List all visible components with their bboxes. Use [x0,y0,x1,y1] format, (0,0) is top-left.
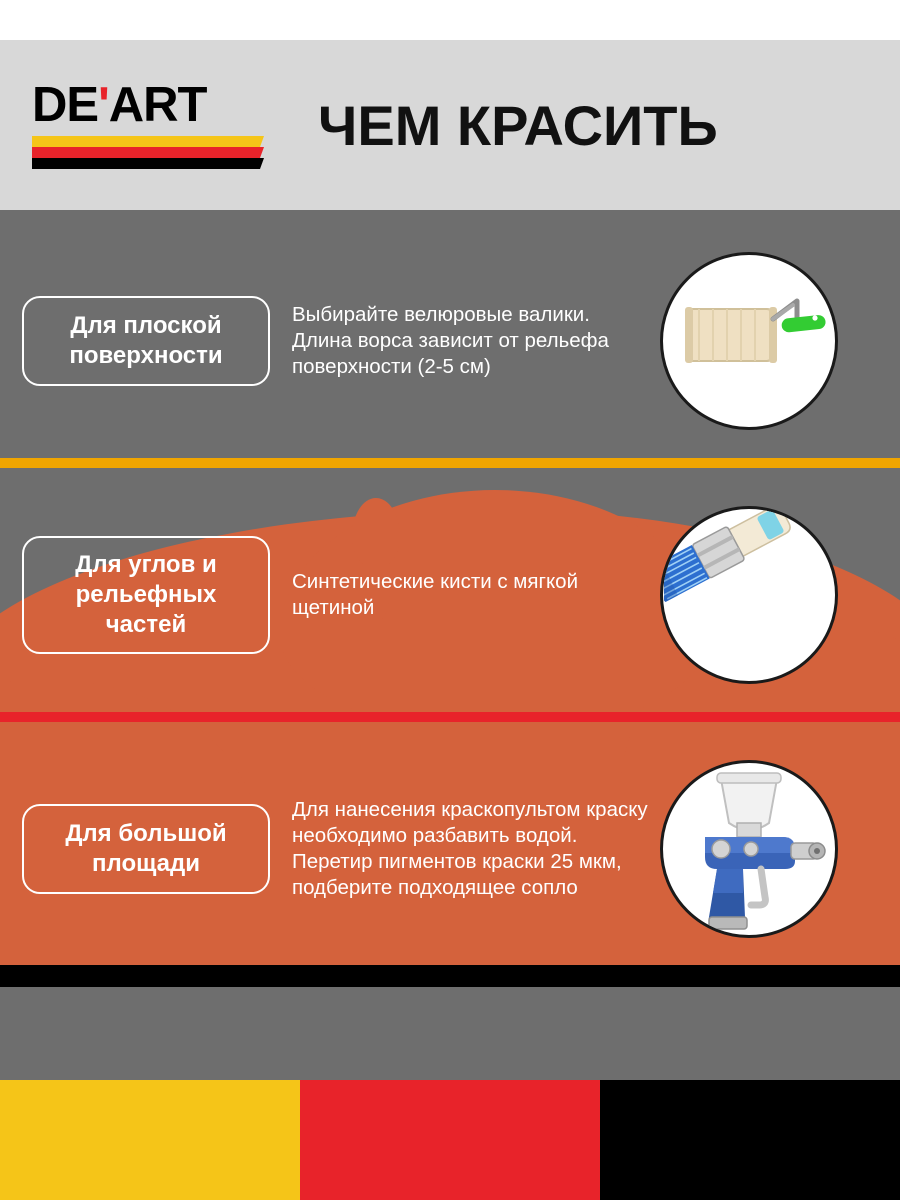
logo-wordmark [32,77,282,132]
logo-text-art: ART [108,77,207,132]
info-row-flat-surface [0,228,900,454]
top-white-margin [0,0,900,40]
footer-stripe-red [300,1080,600,1200]
logo-apostrophe: ' [98,77,109,132]
label-corners: Для углов и рельефных частей [22,536,270,655]
image-paint-roller [660,252,838,430]
label-large-area: Для большой площади [22,804,270,894]
description-corners: Синтетические кисти с мягкой щетиной [292,569,579,619]
bottom-gray-bar [0,987,900,1080]
description-large-area: Для нанесения краскопультом краску необходимо разбавить водой. Перетир пигментов краски 25 мкм, подберите подходящее сопло [292,797,648,900]
paint-roller-icon [669,261,829,421]
bottom-black-bar [0,965,900,987]
divider-yellow [0,458,900,468]
footer-stripe-yellow [0,1080,300,1200]
footer-stripe-black [600,1080,900,1200]
logo-flag-icon [32,136,264,170]
spray-gun-icon [665,765,833,933]
info-row-large-area [0,736,900,962]
divider-red [0,712,900,722]
image-paint-brush [660,506,838,684]
label-flat-surface: Для плоской поверхности [22,296,270,386]
description-flat-surface: Выбирайте велюровые валики. Длина ворса зависит от рельефа поверхности (2-5 см) [292,302,609,379]
brand-logo [32,77,282,170]
page-title: ЧЕМ КРАСИТЬ [318,93,718,157]
info-row-corners [0,482,900,708]
image-spray-gun [660,760,838,938]
logo-text-de: DE [32,77,99,132]
paint-brush-icon [664,510,834,680]
footer-flag [0,1080,900,1200]
header-bar [0,40,900,210]
